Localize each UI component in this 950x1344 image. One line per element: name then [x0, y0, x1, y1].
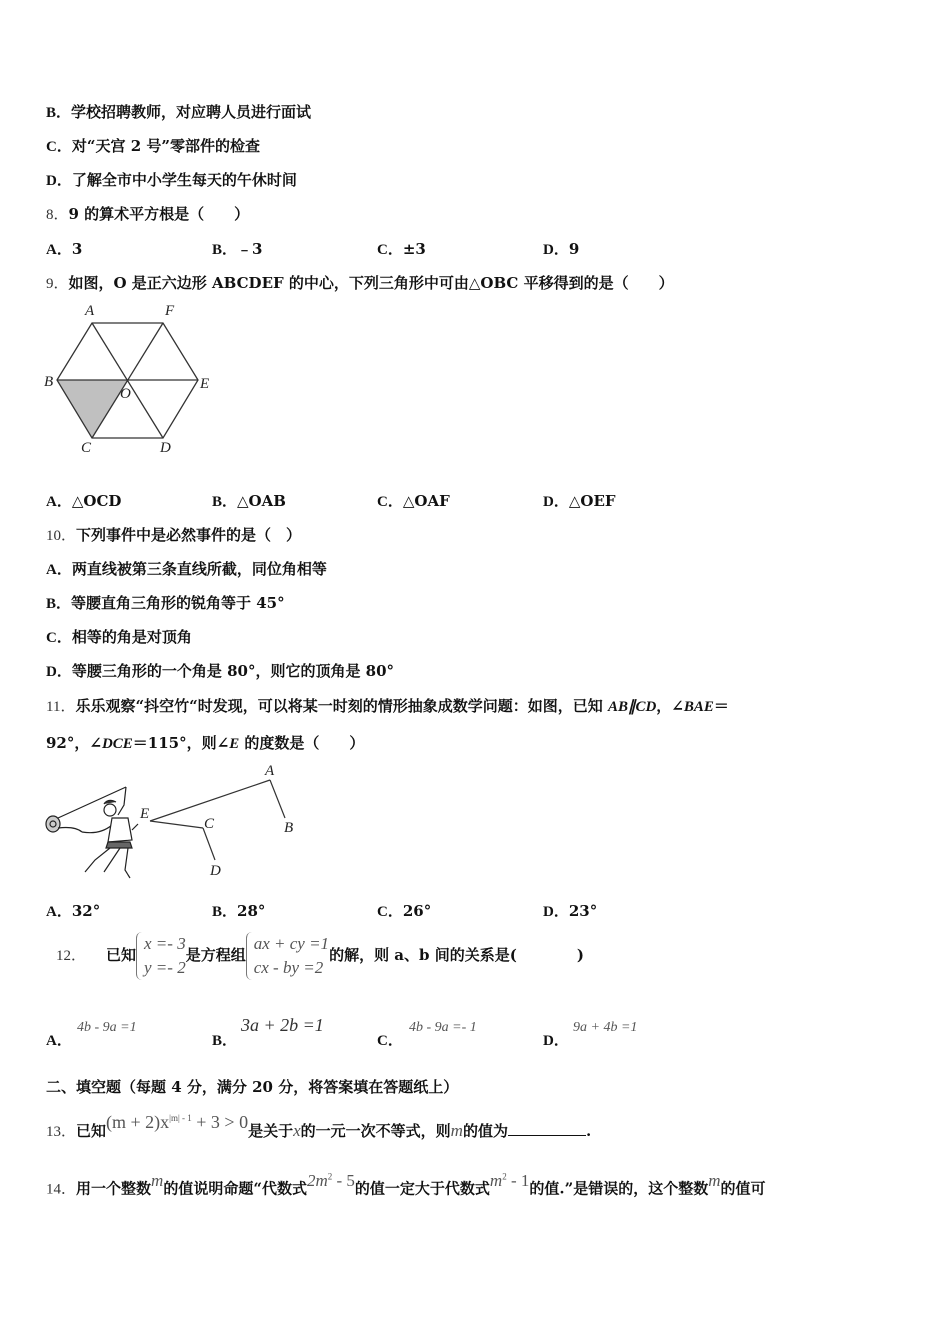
point-label-b: B — [284, 820, 294, 836]
q9-option-c: C．△OAF — [377, 492, 450, 510]
q11-option-d: D．23° — [543, 902, 598, 920]
section-heading: 二、填空题（每题 4 分，满分 20 分，将答案填在答题纸上） — [46, 1078, 459, 1096]
vertex-label-f: F — [165, 303, 175, 319]
q10-stem: 10．下列事件中是必然事件的是（ ） — [46, 526, 302, 544]
point-label-d: D — [210, 863, 221, 879]
q12-option-d: D． — [543, 1033, 569, 1049]
vertex-label-b: B — [44, 374, 54, 390]
q10-option-d: D．等腰三角形的一个角是 80°，则它的顶角是 80° — [46, 662, 395, 680]
hexagon-figure — [40, 298, 220, 458]
q8-option-c: C．±3 — [377, 240, 426, 258]
vertex-label-d: D — [160, 440, 171, 456]
q9-stem: 9．如图，O 是正六边形 ABCDEF 的中心，下列三角形中可由△OBC 平移得到的是（ ） — [46, 274, 674, 292]
q10-option-c: C．相等的角是对顶角 — [46, 628, 192, 646]
q11-option-a: A．32° — [46, 902, 101, 920]
q9-option-b: B．△OAB — [212, 492, 286, 510]
q12-option-d-expr: 9a + 4b =1 — [573, 1020, 638, 1035]
q7-option-c: C．对“天宫 2 号”零部件的检查 — [46, 137, 260, 155]
point-label-c: C — [204, 816, 215, 832]
diabolo-figure — [40, 760, 310, 885]
q11-stem-line1: 11．乐乐观察“抖空竹“时发现，可以将某一时刻的情形抽象成数学问题：如图，已知 AB∥CD，∠BAE＝ — [46, 697, 729, 715]
q11-option-b: B．28° — [212, 902, 266, 920]
q9-option-d: D．△OEF — [543, 492, 616, 510]
q7-option-b: B．学校招聘教师，对应聘人员进行面试 — [46, 103, 312, 121]
vertex-label-a: A — [85, 303, 95, 319]
q13-stem: 13．已知$(m + 2)x^{|m| - 1} + 3 > 0$是关于x的一元一次不等式，则m的值为 . — [46, 1112, 592, 1140]
vertex-label-e: E — [200, 376, 210, 392]
q8-option-d: D．9 — [543, 240, 580, 258]
q8-option-b: B．﹣3 — [212, 240, 263, 258]
q12-option-b-expr: 3a + 2b =1 — [241, 1015, 324, 1035]
q12-option-c: C． — [377, 1033, 403, 1049]
point-label-e: E — [140, 806, 150, 822]
q12-stem: 12． 已知 x =- 3 y =- 2 是方程组 ax + cy =1 cx - by =2 的解，则 a、b 间的关系是( ) — [56, 932, 584, 980]
vertex-label-o: O — [120, 386, 131, 402]
point-label-a: A — [265, 763, 275, 779]
q9-option-a: A．△OCD — [46, 492, 122, 510]
q10-option-b: B．等腰直角三角形的锐角等于 45° — [46, 594, 285, 612]
q11-option-c: C．26° — [377, 902, 432, 920]
q14-stem: 14．用一个整数m的值说明命题“代数式$2m^2 - 5$的值一定大于代数式$m^2 - 1$的值.”是错误的，这个整数m的值可 — [46, 1170, 766, 1198]
vertex-label-c: C — [81, 440, 92, 456]
solution-system: x =- 3 y =- 2 — [136, 932, 186, 980]
q11-stem-line2: 92°，∠DCE＝115°，则∠E 的度数是（ ） — [46, 734, 365, 752]
q10-option-a: A．两直线被第三条直线所截，同位角相等 — [46, 560, 327, 578]
q8-stem: 8．9 的算术平方根是（ ） — [46, 205, 250, 223]
q12-option-c-expr: 4b - 9a =- 1 — [409, 1020, 477, 1035]
q8-option-a: A．3 — [46, 240, 83, 258]
q12-option-b: B． — [212, 1033, 238, 1049]
q12-option-a: A． — [46, 1033, 72, 1049]
person-juggling-icon — [46, 787, 138, 878]
answer-blank[interactable] — [508, 1121, 586, 1136]
equation-system: ax + cy =1 cx - by =2 — [246, 932, 329, 980]
q12-option-a-expr: 4b - 9a =1 — [77, 1020, 137, 1035]
q7-option-d: D．了解全市中小学生每天的午休时间 — [46, 171, 297, 189]
